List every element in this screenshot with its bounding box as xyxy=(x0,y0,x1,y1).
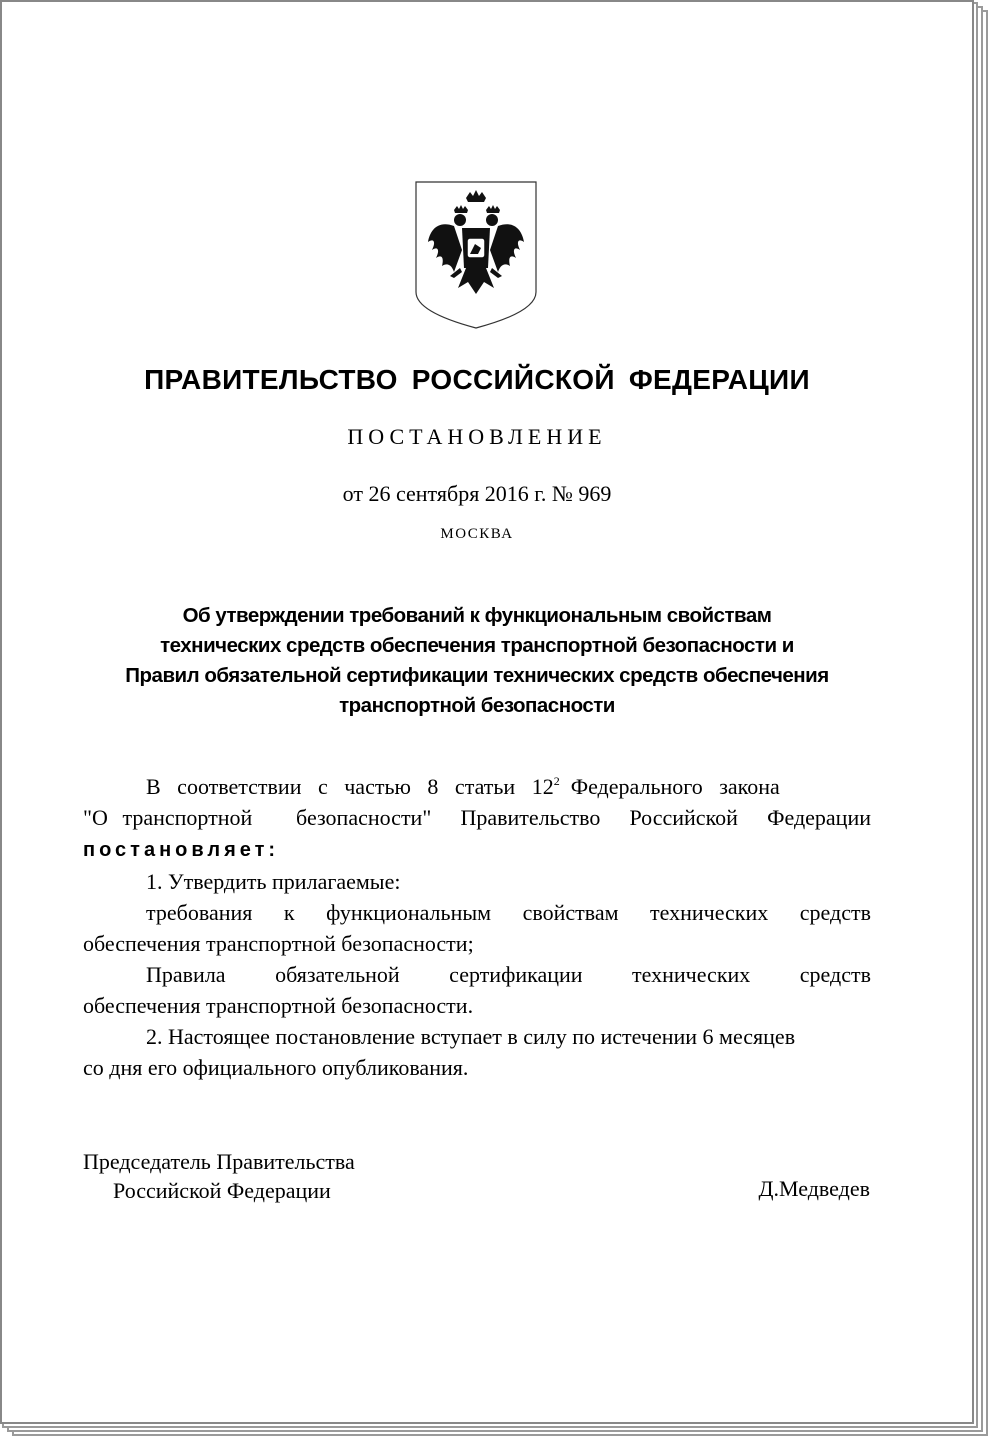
rules-line-1: Правила обязательной сертификации технических средств xyxy=(146,962,871,987)
government-title: ПРАВИТЕЛЬСТВО РОССИЙСКОЙ ФЕДЕРАЦИИ xyxy=(144,364,810,395)
subject-line: Об утверждении требований к функциональным свойствам xyxy=(182,604,772,627)
signer-position-line-1: Председатель Правительства xyxy=(83,1149,355,1174)
item-1: 1. Утвердить прилагаемые: xyxy=(146,869,401,894)
subject-line: транспортной безопасности xyxy=(339,694,615,717)
document-type: ПОСТАНОВЛЕНИЕ xyxy=(347,424,607,449)
item-2-line-2: со дня его официального опубликования. xyxy=(83,1055,469,1080)
document-body xyxy=(83,771,871,1083)
subject-line: Правил обязательной сертификации технических средств обеспечения xyxy=(125,664,829,687)
decides-word xyxy=(83,833,871,866)
signer-position-line-2: Российской Федерации xyxy=(113,1178,331,1203)
intro-line-2: "О транспортной безопасности" Правительство Российской Федерации xyxy=(83,805,871,830)
intro-line-1 xyxy=(83,771,871,802)
document-date-number: от 26 сентября 2016 г. № 969 xyxy=(342,481,612,506)
requirements-line-2: обеспечения транспортной безопасности; xyxy=(83,931,474,956)
requirements-line-1: требования к функциональным свойствам технических средств xyxy=(146,900,871,925)
coat-of-arms-emblem xyxy=(414,180,538,330)
document-city: МОСКВА xyxy=(440,526,514,542)
intro-text-part1: В соответствии с частью 8 статьи 12 xyxy=(146,774,554,799)
subject-line: технических средств обеспечения транспортной безопасности и xyxy=(160,634,794,657)
signer-position xyxy=(83,1147,355,1205)
article-superscript: 2 xyxy=(553,774,560,788)
rules-line-2: обеспечения транспортной безопасности. xyxy=(83,993,474,1018)
intro-text-part2: Федерального закона xyxy=(559,774,780,799)
document-subject xyxy=(80,601,874,721)
signer-name: Д.Медведев xyxy=(758,1176,870,1201)
decides-text: постановляет: xyxy=(83,839,280,861)
item-2-line-1: 2. Настоящее постановление вступает в силу по истечении 6 месяцев xyxy=(146,1024,796,1049)
